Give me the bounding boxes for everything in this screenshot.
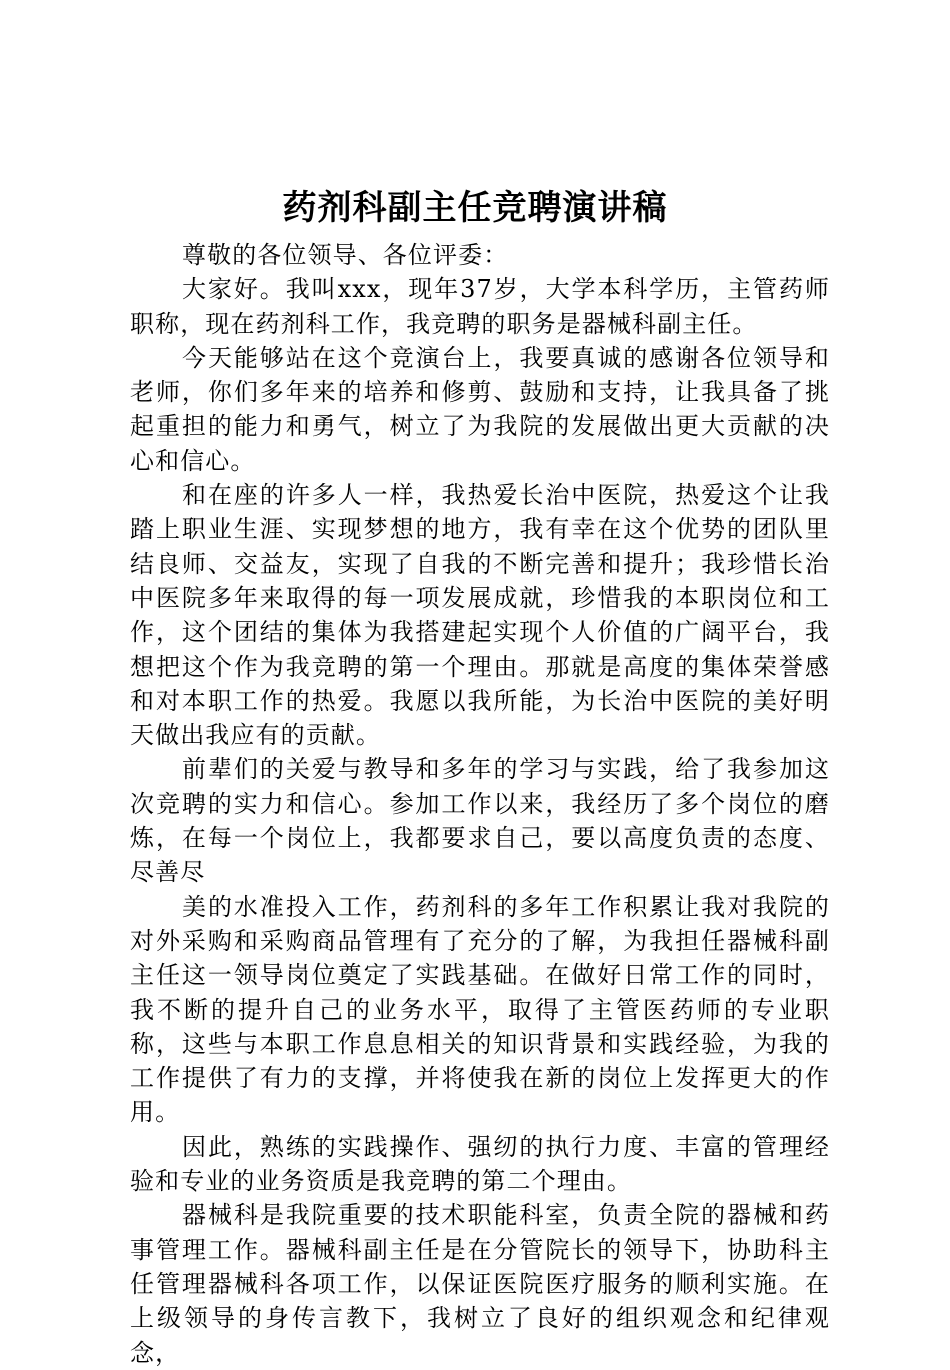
greeting-line: 尊敬的各位领导、各位评委： bbox=[182, 241, 509, 269]
paragraph-experience: 前辈们的关爱与教导和多年的学习与实践，给了我参加这次竞聘的实力和信心。参加工作以来，我经历了多个岗位的磨炼，在每一个岗位上，我都要求自己，要以高度负责的态度、尽善尽 bbox=[130, 755, 830, 887]
paragraph-department: 器械科是我院重要的技术职能科室，负责全院的器械和药事管理工作。器械科副主任是在分管院长的领导下，协助科主任管理器械科各项工作，以保证医院医疗服务的顺利实施。在上级领导的身传言教下，我树立了良好的组织观念和纪律观念， bbox=[130, 1201, 830, 1367]
paragraph-thanks: 今天能够站在这个竞演台上，我要真诚的感谢各位领导和老师，你们多年来的培养和修剪、鼓励和支持，让我具备了挑起重担的能力和勇气，树立了为我院的发展做出更大贡献的决心和信心。 bbox=[130, 343, 830, 475]
document-body bbox=[130, 238, 830, 1370]
paragraph-first-reason: 和在座的许多人一样，我热爱长治中医院，热爱这个让我踏上职业生涯、实现梦想的地方，我有幸在这个优势的团队里结良师、交益友，实现了自我的不断完善和提升；我珍惜长治中医院多年来取得的每一项发展成就，珍惜我的本职岗位和工作，这个团结的集体为我搭建起实现个人价值的广阔平台，我想把这个作为我竞聘的第一个理由。那就是高度的集体荣誉感和对本职工作的热爱。我愿以我所能，为长治中医院的美好明天做出我应有的贡献。 bbox=[130, 481, 830, 750]
document-title: 药剂科副主任竞聘演讲稿 bbox=[282, 188, 668, 228]
paragraph-intro: 大家好。我叫xxx，现年37岁，大学本科学历，主管药师职称，现在药剂科工作，我竞聘的职务是器械科副主任。 bbox=[130, 275, 830, 338]
paragraph-work-standard: 美的水准投入工作，药剂科的多年工作积累让我对我院的对外采购和采购商品管理有了充分的了解，为我担任器械科副主任这一领导岗位奠定了实践基础。在做好日常工作的同时，我不断的提升自己的业务水平，取得了主管医药师的专业职称，这些与本职工作息息相关的知识背景和实践经验，为我的工作提供了有力的支撑，并将使我在新的岗位上发挥更大的作用。 bbox=[130, 892, 830, 1127]
paragraph-second-reason: 因此，熟练的实践操作、强纫的执行力度、丰富的管理经验和专业的业务资质是我竞聘的第二个理由。 bbox=[130, 1132, 830, 1196]
